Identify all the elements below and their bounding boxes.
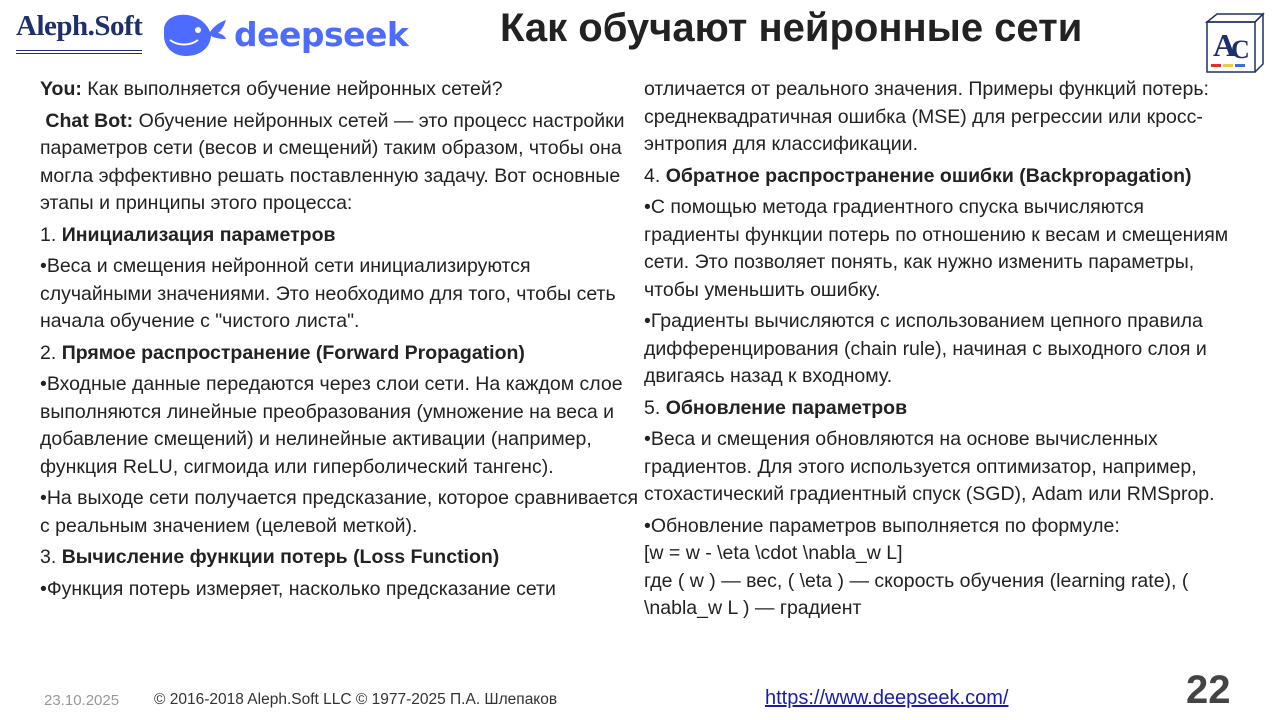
alephsoft-logo: Aleph.Soft [16, 10, 142, 43]
question-paragraph [40, 76, 640, 104]
step-3-bullet-1-continued: отличается от реального значения. Примеры функций потерь: среднеквадратичная ошибка (MSE) для регрессии или кросс-энтропия для классификации. [644, 78, 1209, 155]
formula-intro: •Обновление параметров выполняется по формуле: [644, 514, 1120, 537]
ac-logo-icon [1203, 12, 1265, 76]
step-4-bullet-1: •С помощью метода градиентного спуска вычисляются градиенты функции потерь по отношению к весам и смещениям сети. Это позволяет понять, как нужно изменить параметры, чтобы уменьшить ошибку. [644, 196, 1229, 301]
whale-icon [158, 8, 230, 60]
right-column [644, 76, 1244, 627]
chatbot-label: Chat Bot: [45, 109, 134, 132]
step-5-heading: 5. Обновление параметров [644, 396, 908, 419]
step-3-heading: 3. Вычисление функции потерь (Loss Function) [40, 546, 500, 568]
deepseek-link[interactable]: https://www.deepseek.com/ [765, 687, 1009, 709]
you-label: You: [40, 78, 82, 100]
formula: [w = w - \eta \cdot \nabla_w L] [644, 542, 903, 564]
step-1-heading: 1. Инициализация параметров [40, 223, 336, 246]
step-5-bullet-2 [644, 513, 1244, 623]
step-1-bullet-1: •Веса и смещения нейронной сети инициализируются случайными значениями. Это необходимо для того, чтобы сеть начала обучение с "чистого листа". [40, 255, 616, 332]
svg-text:C: C [1231, 35, 1250, 64]
step-2-bullet-1: •Входные данные передаются через слои сети. На каждом слое выполняются линейные преобразования (умножение на веса и добавление смещений) и нелинейные активации (например, функция ReLU, сигмоида или гиперболический тангенс). [40, 373, 623, 478]
logo-underline-2 [16, 53, 142, 54]
page-number: 22 [1186, 668, 1231, 712]
answer-intro [40, 108, 640, 218]
page-title: Как обучают нейронные сети [500, 6, 1083, 50]
deepseek-wordmark: deepseek [234, 14, 409, 54]
step-3-bullet-1: •Функция потерь измеряет, насколько предсказание сети [40, 577, 556, 600]
logo-underline [16, 50, 142, 51]
step-2-bullet-2: •На выходе сети получается предсказание, которое сравнивается с реальным значением (целевой меткой). [40, 487, 639, 537]
step-4-heading: 4. Обратное распространение ошибки (Backpropagation) [644, 164, 1192, 187]
step-4-bullet-2: •Градиенты вычисляются с использованием цепного правила дифференцирования (chain rule), начиная с выходного слоя и двигаясь назад к входному. [644, 310, 1207, 387]
step-5-bullet-1: •Веса и смещения обновляются на основе вычисленных градиентов. Для этого используется оптимизатор, например, стохастический градиентный спуск (SGD), Adam или RMSprop. [644, 428, 1215, 505]
answer-text: Обучение нейронных сетей — это процесс настройки параметров сети (весов и смещений) таким образом, чтобы она могла эффективно решать поставленную задачу. Вот основные этапы и принципы этого процесса: [40, 109, 625, 214]
left-column [40, 76, 640, 607]
question-text: Как выполняется обучение нейронных сетей? [81, 78, 503, 100]
footer-date: 23.10.2025 [44, 692, 120, 709]
deepseek-logo [158, 8, 408, 60]
footer-copyright: © 2016-2018 Aleph.Soft LLC © 1977-2025 П.А. Шлепаков [154, 691, 558, 708]
step-2-heading: 2. Прямое распространение (Forward Propagation) [40, 341, 525, 364]
formula-legend: где ( w ) — вес, ( \eta ) — скорость обучения (learning rate), ( \nabla_w L ) — градиент [644, 569, 1189, 619]
svg-text:A: A [1213, 27, 1237, 63]
